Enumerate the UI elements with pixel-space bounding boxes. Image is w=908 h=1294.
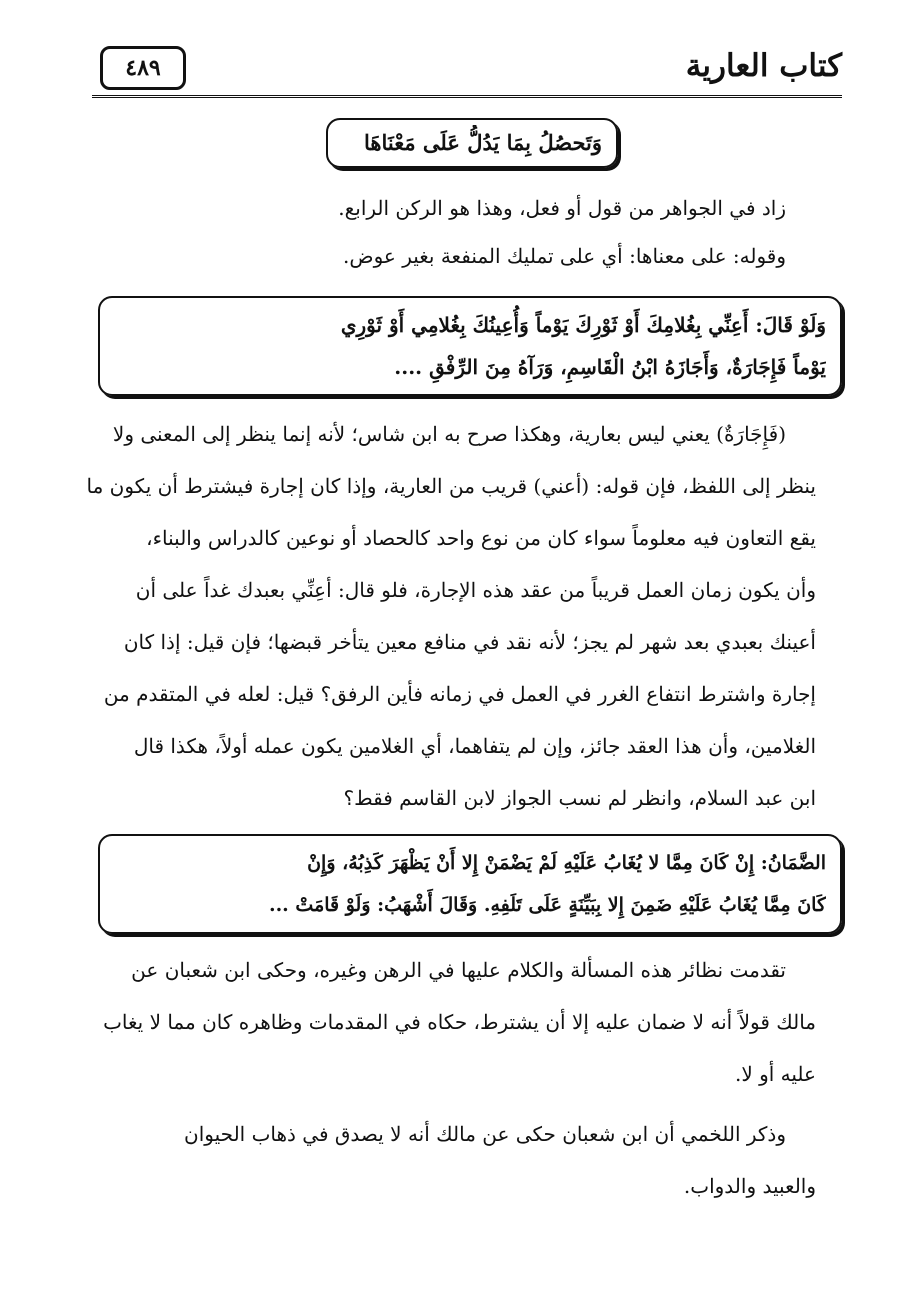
paragraph-line: زاد في الجواهر من قول أو فعل، وهذا هو الركن الرابع. (338, 196, 786, 220)
paragraph-line: والعبيد والدواب. (683, 1174, 816, 1198)
paragraph-line: وذكر اللخمي أن ابن شعبان حكى عن مالك أنه لا يصدق في ذهاب الحيوان (184, 1122, 786, 1146)
page-number: ٤٨٩ (100, 46, 186, 90)
matn-line: وَلَوْ قَالَ: أَعِنِّي بِغُلامِكَ أَوْ ثَوْرِكَ يَوْماً وَأُعِينُكَ بِغُلامِي أَوْ ثَوْرِي (340, 313, 826, 337)
page-header (92, 42, 842, 98)
paragraph-line: ينظر إلى اللفظ، فإن قوله: (أعني) قريب من العارية، وإذا كان إجارة فيشترط أن يكون ما (86, 474, 816, 498)
matn-line: الضَّمَانُ: إِنْ كَانَ مِمَّا لا يُغَابُ عَلَيْهِ لَمْ يَضْمَنْ إِلا أَنْ يَظْهَرَ كَذِبُهُ، وَإِنْ (307, 852, 826, 874)
paragraph-line: يقع التعاون فيه معلوماً سواء كان من نوع واحد كالحصاد أو نوعين كالدراس والبناء، (146, 526, 816, 550)
chapter-title: كتاب العارية (685, 48, 842, 84)
paragraph-2 (86, 408, 816, 824)
paragraph-line: مالك قولاً أنه لا ضمان عليه إلا أن يشترط، حكاه في المقدمات وظاهره كان مما لا يغاب (103, 1010, 816, 1034)
matn-line: وَتَحصُلُ بِمَا يَدُلُّ عَلَى مَعْنَاهَا (364, 130, 602, 155)
paragraph-line: وقوله: على معناها: أي على تمليك المنفعة بغير عوض. (343, 244, 786, 268)
matn-box-3 (98, 834, 842, 934)
paragraph-1 (86, 184, 816, 280)
paragraph-3 (86, 944, 816, 1100)
paragraph-line: وأن يكون زمان العمل قريباً من عقد هذه الإجارة، فلو قال: أعِنِّي بعبدك غداً على أن (135, 578, 816, 602)
paragraph-line: ابن عبد السلام، وانظر لم نسب الجواز لابن القاسم فقط؟ (343, 786, 816, 810)
paragraph-line: إجارة واشترط انتفاع الغرر في العمل في زمانه فأين الرفق؟ قيل: لعله في المتقدم من (103, 682, 816, 706)
matn-box-1 (326, 118, 618, 168)
paragraph-line: عليه أو لا. (734, 1062, 816, 1086)
matn-box-2 (98, 296, 842, 396)
paragraph-line: (فَإِجَارَةٌ) يعني ليس بعارية، وهكذا صرح به ابن شاس؛ لأنه إنما ينظر إلى المعنى ولا (112, 422, 786, 446)
matn-line: يَوْماً فَإِجَارَةٌ، وَأَجَازَهُ ابْنُ الْقَاسِمِ، وَرَآهُ مِنَ الرِّفْقِ .... (394, 355, 826, 379)
paragraph-line: تقدمت نظائر هذه المسألة والكلام عليها في الرهن وغيره، وحكى ابن شعبان عن (131, 958, 786, 982)
paragraph-line: أعينك بعبدي بعد شهر لم يجز؛ لأنه نقد في منافع معين يتأخر قبضها؛ فإن قيل: إذا كان (123, 630, 816, 654)
paragraph-4 (86, 1108, 816, 1212)
paragraph-line: الغلامين، وأن هذا العقد جائز، وإن لم يتفاهما، أي الغلامين يكون عمله أولاً، هكذا قال (133, 734, 816, 758)
header-rule (92, 95, 842, 98)
matn-line: كَانَ مِمَّا يُغَابُ عَلَيْهِ ضَمِنَ إِلا بِبَيِّنَةٍ عَلَى تَلَفِهِ. وَقَالَ أَشْهَبُ: وَلَوْ قَامَتْ ... (268, 894, 826, 916)
